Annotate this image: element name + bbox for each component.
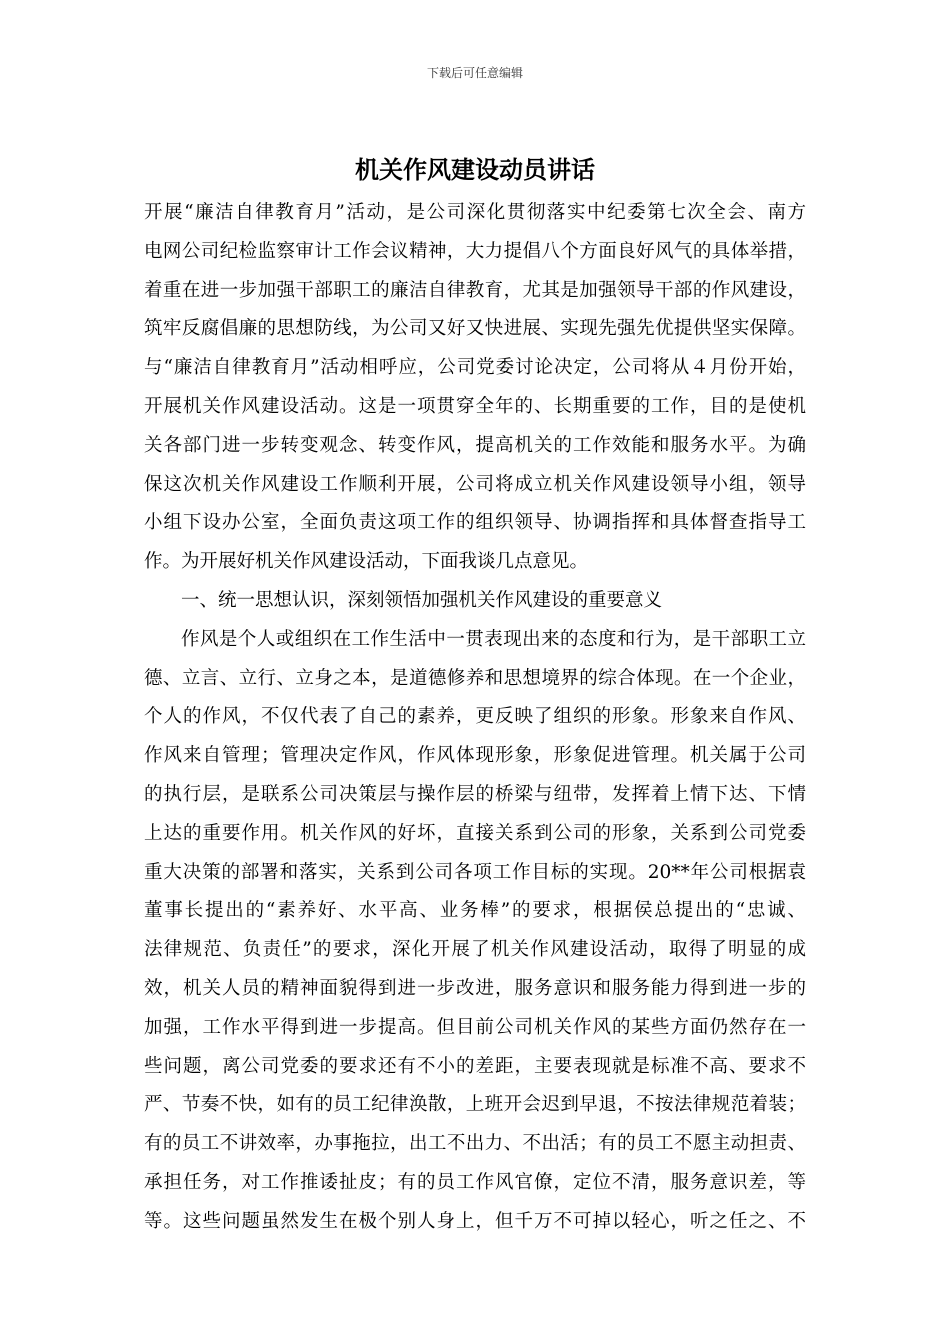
body-line: 作风是个人或组织在工作生活中一贯表现出来的态度和行为，是干部职工立: [181, 628, 806, 650]
body-line: 法律规范、负责任”的要求，深化开展了机关作风建设活动，取得了明显的成: [144, 939, 806, 961]
section-heading: 一、统一思想认识，深刻领悟加强机关作风建设的重要意义: [181, 589, 663, 611]
body-line: 效，机关人员的精神面貌得到进一步改进，服务意识和服务能力得到进一步的: [144, 977, 806, 999]
body-line: 个人的作风，不仅代表了自己的素养，更反映了组织的形象。形象来自作风、: [144, 706, 806, 728]
body-line: 开展机关作风建设活动。这是一项贯穿全年的、长期重要的工作，目的是使机: [144, 395, 806, 417]
body-line: 的执行层，是联系公司决策层与操作层的桥梁与纽带，发挥着上情下达、下情: [144, 783, 806, 805]
body-line: 关各部门进一步转变观念、转变作风，提高机关的工作效能和服务水平。为确: [144, 434, 806, 456]
body-line: 等。这些问题虽然发生在极个别人身上，但千万不可掉以轻心，听之任之、不: [144, 1210, 806, 1232]
body-line: 作风来自管理；管理决定作风，作风体现形象，形象促进管理。机关属于公司: [144, 745, 806, 767]
document-body: [144, 194, 806, 1242]
body-line: 重大决策的部署和落实，关系到公司各项工作目标的实现。20**年公司根据袁: [144, 861, 806, 883]
body-line: 着重在进一步加强干部职工的廉洁自律教育，尤其是加强领导干部的作风建设，: [144, 279, 806, 301]
body-line: 上达的重要作用。机关作风的好坏，直接关系到公司的形象，关系到公司党委: [144, 822, 806, 844]
body-line: 些问题，离公司党委的要求还有不小的差距，主要表现就是标准不高、要求不: [144, 1055, 806, 1077]
body-line: 与“廉洁自律教育月”活动相呼应，公司党委讨论决定，公司将从４月份开始，: [144, 357, 806, 379]
body-line: 德、立言、立行、立身之本，是道德修养和思想境界的综合体现。在一个企业，: [144, 667, 806, 689]
body-line: 严、节奏不快，如有的员工纪律涣散，上班开会迟到早退，不按法律规范着装；: [144, 1094, 806, 1116]
body-line: 有的员工不讲效率，办事拖拉，出工不出力、不出活；有的员工不愿主动担责、: [144, 1133, 806, 1155]
body-line: 作。为开展好机关作风建设活动，下面我谈几点意见。: [144, 551, 589, 573]
body-line: 筑牢反腐倡廉的思想防线，为公司又好又快进展、实现先强先优提供坚实保障。: [144, 318, 806, 340]
header-note: 下载后可任意编辑: [426, 66, 523, 80]
body-line: 开展“廉洁自律教育月”活动，是公司深化贯彻落实中纪委第七次全会、南方: [144, 202, 806, 223]
body-line: 董事长提出的“素养好、水平高、业务棒”的要求，根据侯总提出的“忠诚、: [144, 900, 806, 922]
body-line: 保这次机关作风建设工作顺利开展，公司将成立机关作风建设领导小组，领导: [144, 473, 806, 495]
body-line: 加强，工作水平得到进一步提高。但目前公司机关作风的某些方面仍然存在一: [144, 1016, 806, 1038]
document-title: 机关作风建设动员讲话: [355, 156, 595, 184]
body-line: 承担任务，对工作推诿扯皮；有的员工作风官僚，定位不清，服务意识差，等: [144, 1171, 806, 1193]
body-line: 电网公司纪检监察审计工作会议精神，大力提倡八个方面良好风气的具体举措，: [144, 240, 806, 262]
body-line: 小组下设办公室，全面负责这项工作的组织领导、协调指挥和具体督查指导工: [144, 512, 806, 534]
